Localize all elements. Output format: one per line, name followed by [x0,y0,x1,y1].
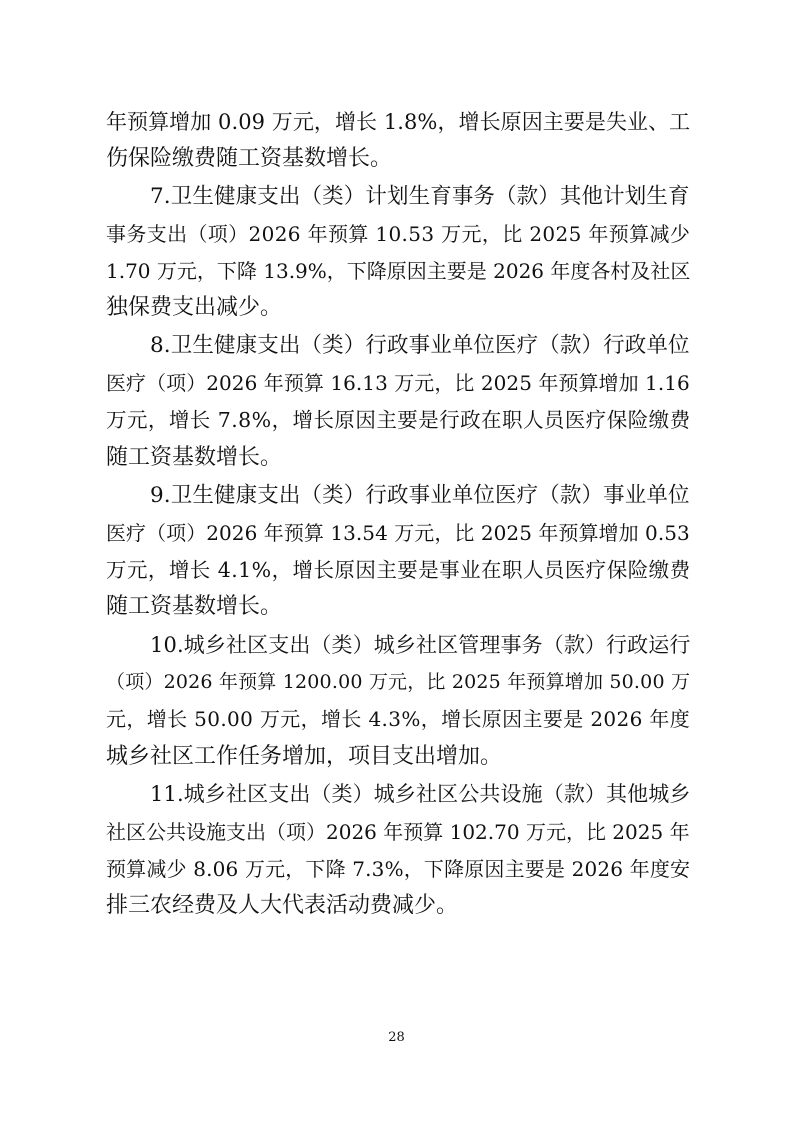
text-line: 预算减少 8.06 万元，下降 7.3%，下降原因主要是 2026 年度安 [106,857,691,881]
text-line: 1.70 万元，下降 13.9%，下降原因主要是 2026 年度各村及社区 [106,259,691,283]
text-line: 社区公共设施支出（项）2026 年预算 102.70 万元，比 2025 年 [106,820,690,844]
text-line: 7.卫生健康支出（类）计划生育事务（款）其他计划生育 [150,184,690,209]
text-line: 10.城乡社区支出（类）城乡社区管理事务（款）行政运行 [150,633,691,657]
text-line: 万元，增长 7.8%，增长原因主要是行政在职人员医疗保险缴费 [106,408,691,432]
text-line: （项）2026 年预算 1200.00 万元，比 2025 年预算增加 50.00 万 [106,671,691,693]
text-line: 伤保险缴费随工资基数增长。 [106,146,393,171]
text-line: 独保费支出减少。 [106,295,283,320]
text-line: 医疗（项）2026 年预算 16.13 万元，比 2025 年预算增加 1.16 [106,371,690,395]
text-line: 万元，增长 4.1%，增长原因主要是事业在职人员医疗保险缴费 [106,558,691,582]
text-line: 城乡社区工作任务增加，项目支出增加。 [106,744,503,769]
text-line: 随工资基数增长。 [106,594,283,619]
text-line: 元，增长 50.00 万元，增长 4.3%，增长原因主要是 2026 年度 [106,707,691,731]
text-line: 医疗（项）2026 年预算 13.54 万元，比 2025 年预算增加 0.53 [106,521,690,545]
text-line: 事务支出（项）2026 年预算 10.53 万元，比 2025 年预算减少 [106,222,691,246]
text-line: 11.城乡社区支出（类）城乡社区公共设施（款）其他城乡 [150,782,691,806]
text-line: 8.卫生健康支出（类）行政事业单位医疗（款）行政单位 [150,333,690,358]
text-line: 排三农经费及人大代表活动费减少。 [106,893,459,918]
text-line: 年预算增加 0.09 万元，增长 1.8%，增长原因主要是失业、工 [106,110,691,134]
text-line: 随工资基数增长。 [106,445,283,470]
text-line: 9.卫生健康支出（类）行政事业单位医疗（款）事业单位 [150,483,690,508]
page-number: 28 [388,1030,405,1045]
